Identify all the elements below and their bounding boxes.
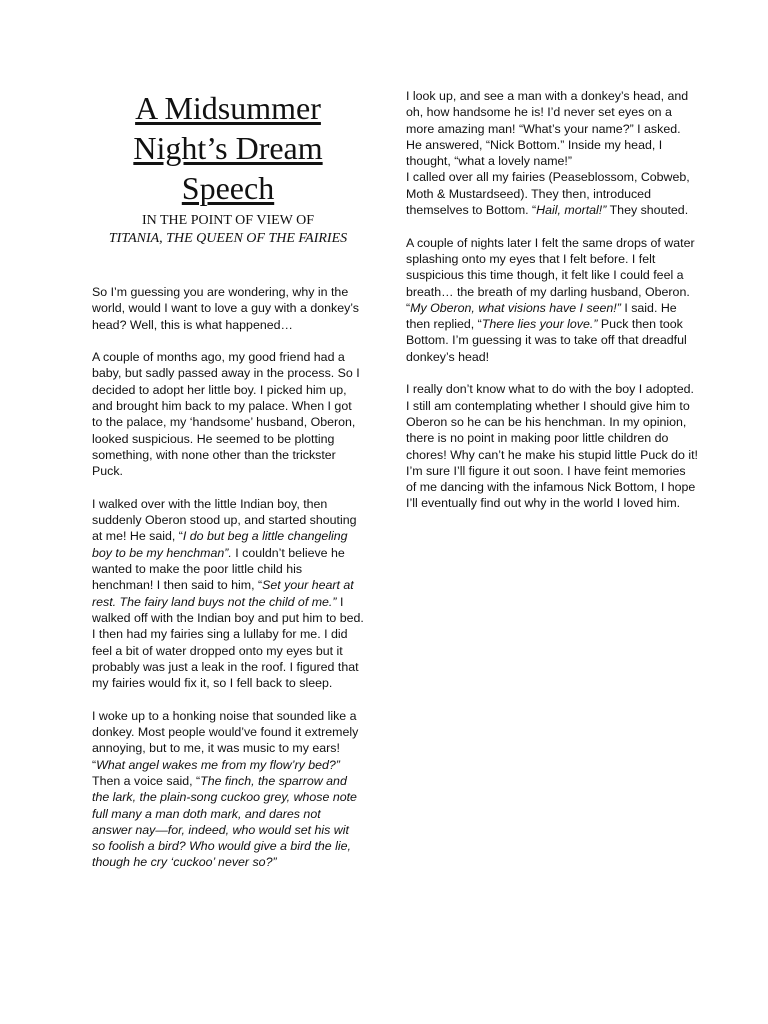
- subtitle-line-2: TITANIA, THE QUEEN OF THE FAIRIES: [108, 231, 348, 246]
- italic-quote: What angel wakes me from my flow’ry bed?”: [96, 757, 340, 772]
- italic-quote: I do but beg a little changeling boy to be my henchman”.: [92, 529, 348, 560]
- italic-quote: There lies your love.”: [481, 317, 598, 332]
- text-run: I said. He then replied, “: [406, 300, 677, 332]
- italic-quote: My Oberon, what visions have I seen!”: [410, 300, 621, 315]
- paragraph: [92, 708, 364, 871]
- italic-quote: Hail, mortal!”: [536, 203, 607, 218]
- text-run: I look up, and see a man with a donkey’s head, and oh, how handsome he is! I’d never set eyes on a more amazing man! “What’s your name?” I asked. He answered, “Nick Bottom.” Inside my head, I thought, “what a lovely name!”: [406, 89, 689, 169]
- right-column: [406, 88, 698, 528]
- text-run: Puck then took Bottom. I’m guessing it was to take off that dreadful donkey’s head!: [406, 317, 687, 364]
- paragraph: [406, 235, 698, 365]
- text-run: They shouted.: [606, 203, 689, 218]
- text-run: So I’m guessing you are wondering, why in the world, would I want to love a guy with a donkey’s head? Well, this is what happened…: [92, 285, 360, 332]
- text-run: I called over all my fairies (Peaseblossom, Cobweb, Moth & Mustardseed). They then, introduced themselves to Bottom. “: [406, 170, 690, 218]
- text-run: I walked off with the Indian boy and put him to bed. I then had my fairies sing a lullaby for me. I did feel a bit of water dropped onto my eyes but it probably was just a leak in the roof. I figured that my fairies would fix it, so I fell back to sleep.: [92, 594, 364, 691]
- subtitle-line-1: IN THE POINT OF VIEW OF: [141, 213, 315, 228]
- page-title: A Midsummer Night’s Dream Speech: [133, 90, 323, 206]
- left-column: [92, 88, 364, 887]
- text-run: Then a voice said, “: [92, 773, 201, 788]
- text-run: I couldn’t believe he wanted to make the poor little child his henchman! I then said to him, “: [92, 545, 345, 593]
- paragraph: [92, 496, 364, 692]
- italic-quote: Set your heart at rest. The fairy land buys not the child of me.”: [92, 578, 354, 609]
- text-run: A couple of months ago, my good friend had a baby, but sadly passed away in the process. So I decided to adopt her little boy. I picked him up, and brought him back to my palace. When I got to the palace, my ‘handsome’ husband, Oberon, looked suspicious. He seemed to be plotting something, with none other than the trickster Puck.: [92, 350, 360, 479]
- paragraph: [406, 381, 698, 511]
- paragraph: [406, 88, 698, 218]
- subtitle: [92, 212, 364, 248]
- text-run: I really don’t know what to do with the boy I adopted. I still am contemplating whether I should give him to Oberon so he can be his henchman. In my opinion, there is no point in making poor little children do chores! Why can’t he make his stupid little Puck do it! I’m sure I’ll figure it out soon. I have feint memories of me dancing with the infamous Nick Bottom, I hope I’ll eventually find out why in the world I loved him.: [406, 382, 698, 511]
- left-body: [92, 284, 364, 871]
- paragraph: [92, 284, 364, 333]
- italic-quote: The finch, the sparrow and the lark, the plain-song cuckoo grey, whose note full many a man doth mark, and dares not answer nay—for, indeed, who would set his wit so foolish a bird? Who would give a bird the lie, though he cry ‘cuckoo’ never so?”: [92, 773, 357, 870]
- text-run: A couple of nights later I felt the same drops of water splashing onto my eyes that I felt before. I felt suspicious this time though, it felt like I could feel a breath… the breath of my darling husband, Oberon. “: [406, 235, 695, 315]
- text-run: I walked over with the little Indian boy, then suddenly Oberon stood up, and started shouting at me! He said, “: [92, 496, 357, 544]
- text-run: I woke up to a honking noise that sounded like a donkey. Most people would’ve found it extremely annoying, but to me, it was music to my ears! “: [92, 708, 359, 772]
- paragraph: [92, 349, 364, 479]
